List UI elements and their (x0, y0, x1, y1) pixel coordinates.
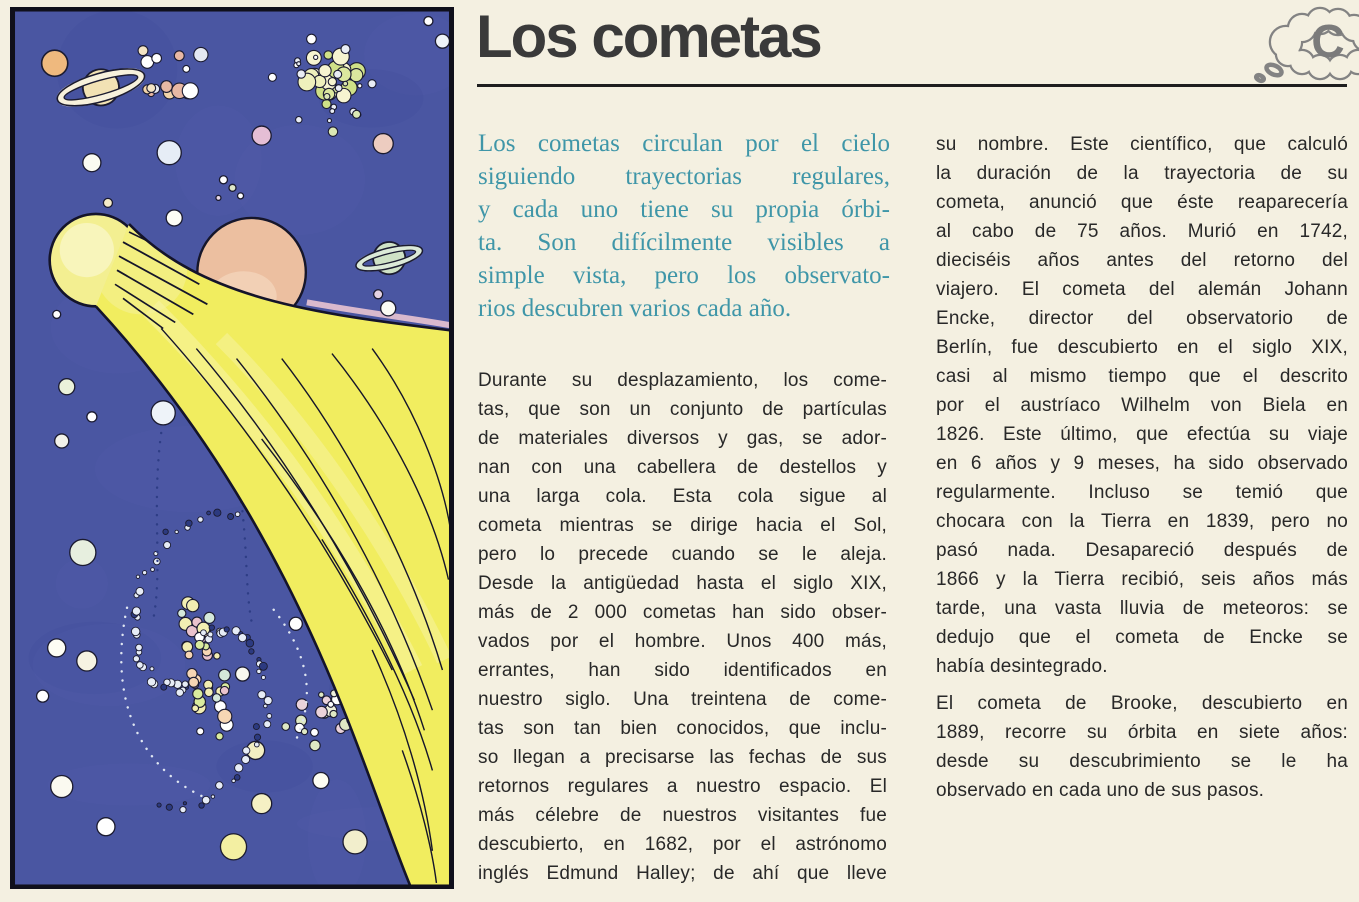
text-line: de materiales diversos y gas, se ador- (478, 428, 887, 449)
comet-illustration-art (10, 7, 454, 889)
text-line: 1889, recorre su órbita en siete años: (936, 722, 1348, 743)
title-divider (477, 84, 1347, 87)
paragraph (936, 689, 1348, 805)
text-line: casi al mismo tiempo que el descrito (936, 366, 1348, 387)
text-line: 1826. Este último, que efectúa su viaje (936, 424, 1348, 445)
text-line: por el austríaco Wilhelm von Biela en (936, 395, 1348, 416)
text-line: pero lo precede cuando se le aleja. (478, 544, 887, 565)
text-line: tas, que son un conjunto de partículas (478, 399, 887, 420)
page-title: Los cometas (476, 3, 821, 70)
text-line: Los cometas circulan por el cielo (478, 130, 890, 157)
paragraph (478, 127, 890, 325)
text-line: viajero. El cometa del alemán Johann (936, 279, 1348, 300)
cloud-badge-icon (1252, 0, 1359, 92)
text-line: nuestro siglo. Una treintena de come- (478, 689, 887, 710)
text-line: desde su descubrimiento se le ha (936, 751, 1348, 772)
text-line: observado en cada uno de sus pasos. (936, 780, 1265, 801)
text-line: una larga cola. Esta cola sigue al (478, 486, 887, 507)
text-line: simple vista, pero los observato- (478, 262, 890, 289)
text-line: 1866 y la Tierra recibió, seis años más (936, 569, 1348, 590)
text-line: rios descubren varios cada año. (478, 295, 792, 322)
paragraph (936, 130, 1348, 681)
text-line: cometa, anunció que éste reaparecería (936, 192, 1348, 213)
text-line: siguiendo trayectorias regulares, (478, 163, 890, 190)
column-1-text (478, 366, 887, 888)
badge-letter: C (1311, 15, 1345, 67)
text-line: retornos regulares a nuestro espacio. El (478, 776, 887, 797)
text-line: descubierto, en 1682, por el astrónomo (478, 834, 887, 855)
text-line: había desintegrado. (936, 656, 1108, 677)
text-line: su nombre. Este científico, que calculó (936, 134, 1348, 155)
text-line: más de 2 000 cometas han sido obser- (478, 602, 887, 623)
text-line: y cada uno tiene su propia órbi- (478, 196, 890, 223)
column-2-text (936, 130, 1348, 805)
text-line: más célebre de nuestros visitantes fue (478, 805, 887, 826)
text-line: la duración de la trayectoria de su (936, 163, 1348, 184)
text-line: cometa mientras se dirige hacia el Sol, (478, 515, 887, 536)
text-line: Berlín, fue descubierto en el siglo XIX, (936, 337, 1348, 358)
text-line: Desde la antigüedad hasta el siglo XIX, (478, 573, 887, 594)
text-line: Durante su desplazamiento, los come- (478, 370, 887, 391)
text-line: en 6 años y 9 meses, ha sido observado (936, 453, 1348, 474)
text-line: dieciséis años antes del retorno del (936, 250, 1348, 271)
text-line: El cometa de Brooke, descubierto en (936, 693, 1348, 714)
text-line: inglés Edmund Halley; de ahí que lleve (478, 863, 887, 884)
text-line: tarde, una vasta lluvia de meteoros: se (936, 598, 1348, 619)
text-line: ta. Son difícilmente visibles a (478, 229, 890, 256)
text-line: tas son tan bien conocidos, que inclu- (478, 718, 887, 739)
text-line: al cabo de 75 años. Murió en 1742, (936, 221, 1348, 242)
text-line: pasó nada. Desapareció después de (936, 540, 1348, 561)
text-line: chocara con la Tierra en 1839, pero no (936, 511, 1348, 532)
intro-paragraph (478, 127, 890, 325)
text-line: Encke, director del observatorio de (936, 308, 1348, 329)
comet-illustration (10, 7, 454, 889)
paragraph (478, 366, 887, 888)
text-line: so llegan a precisarse las fechas de sus (478, 747, 887, 768)
text-line: vados por el hombre. Unos 400 más, (478, 631, 887, 652)
text-line: dedujo que el cometa de Encke se (936, 627, 1348, 648)
text-line: errantes, han sido identificados en (478, 660, 887, 681)
text-line: nan con una cabellera de destellos y (478, 457, 887, 478)
text-line: regularmente. Incluso se temió que (936, 482, 1348, 503)
